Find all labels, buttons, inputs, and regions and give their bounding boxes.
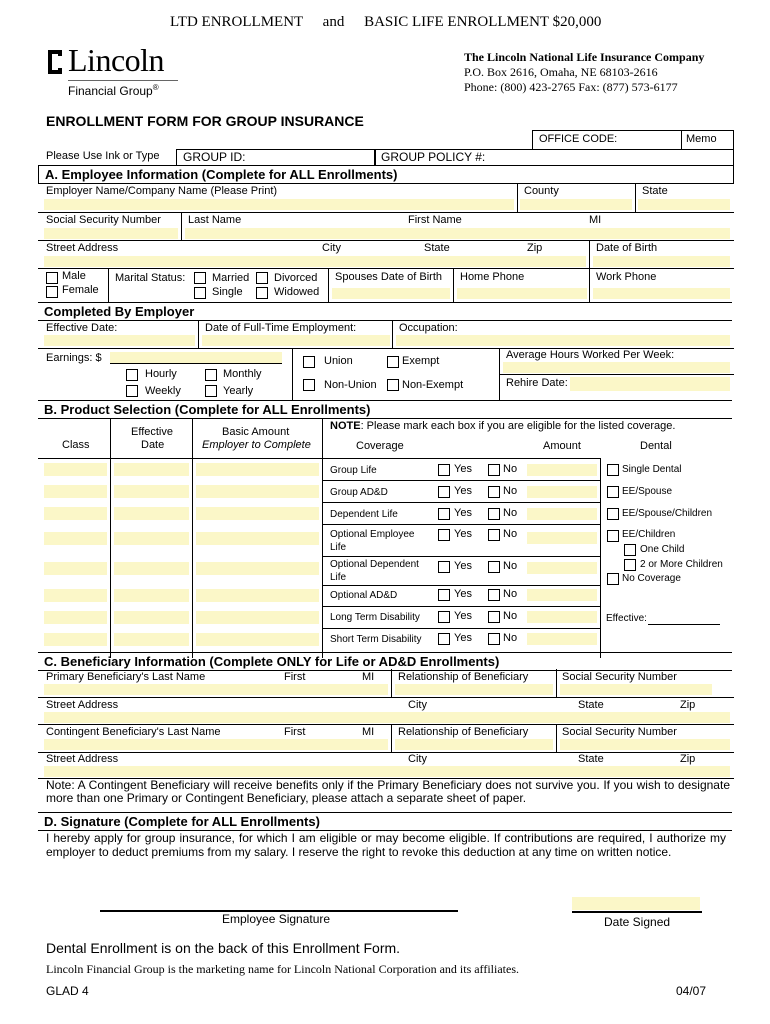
amount-input-1[interactable]: [196, 463, 319, 476]
primary-first-label: First: [284, 671, 306, 683]
group-life-no-label: No: [503, 463, 518, 475]
amount-input-6[interactable]: [196, 589, 319, 602]
contingent-street-label: Street Address: [46, 753, 119, 765]
employer-section-title: Completed By Employer: [44, 304, 195, 319]
amount-input-4[interactable]: [196, 532, 319, 545]
std-amount-input[interactable]: [527, 633, 597, 645]
company-name: The Lincoln National Life Insurance Company: [464, 50, 705, 64]
note-text: [330, 420, 675, 432]
ltd-yes-checkbox[interactable]: [438, 611, 450, 623]
section-b-header: [38, 400, 732, 419]
dependent-life-no-label: No: [503, 507, 518, 519]
divorced-checkbox[interactable]: [256, 272, 268, 284]
marketing-note: Lincoln Financial Group is the marketing name for Lincoln National Corporation and its affiliates.: [46, 962, 519, 976]
coverage-optional-employee-life: Optional Employee Life: [330, 529, 415, 553]
female-checkbox[interactable]: [46, 286, 58, 298]
company-address-block: [464, 50, 704, 95]
authorization-text: I hereby apply for group insurance, for which I am eligible or may become eligible. If contributions are required, I authorize my employer to deduct premiums from my salary. I reserve the right to revoke this deduction at any time on written notice.: [46, 831, 726, 859]
primary-zip-label: Zip: [680, 699, 696, 711]
form-code: GLAD 4: [46, 984, 89, 998]
dob-input[interactable]: [593, 256, 730, 267]
lincoln-portrait-icon: [44, 48, 66, 76]
married-checkbox[interactable]: [194, 272, 206, 284]
monthly-label: Monthly: [223, 368, 262, 380]
employer-name-input[interactable]: [44, 199, 514, 210]
hourly-checkbox[interactable]: [126, 369, 138, 381]
title-ltd: LTD ENROLLMENT: [170, 14, 303, 30]
optional-employee-life-no-checkbox[interactable]: [488, 529, 500, 541]
section-c-title: C. Beneficiary Information (Complete ONLY for Life or AD&D Enrollments): [44, 654, 500, 669]
ssn-label: Social Security Number: [46, 214, 161, 226]
employer-section-header: [38, 302, 732, 321]
contingent-state-label: State: [578, 753, 604, 765]
dependent-life-yes-checkbox[interactable]: [438, 508, 450, 520]
primary-street-label: Street Address: [46, 699, 119, 711]
contingent-address-input[interactable]: [44, 766, 730, 777]
section-a-header: [38, 165, 734, 184]
group-add-no-label: No: [503, 485, 518, 497]
class-input-3[interactable]: [44, 507, 107, 520]
ltd-yes-label: Yes: [454, 610, 472, 622]
yearly-label: Yearly: [223, 385, 254, 397]
occupation-label: Occupation:: [399, 322, 458, 334]
class-input-2[interactable]: [44, 485, 107, 498]
group-life-yes-label: Yes: [454, 463, 472, 475]
group-add-no-checkbox[interactable]: [488, 486, 500, 498]
dental-one-child-checkbox[interactable]: [624, 544, 636, 556]
optional-dependent-life-yes-label: Yes: [454, 560, 472, 572]
optional-dependent-life-no-checkbox[interactable]: [488, 561, 500, 573]
company-address: P.O. Box 2616, Omaha, NE 68103-2616: [464, 65, 658, 79]
form-title: ENROLLMENT FORM FOR GROUP INSURANCE: [46, 113, 364, 129]
optional-employee-life-amount-input[interactable]: [527, 532, 597, 544]
dental-no-coverage-label: No Coverage: [622, 573, 681, 584]
optional-dependent-life-no-label: No: [503, 560, 518, 572]
dental-effective-label: Effective:: [606, 613, 647, 624]
state-input[interactable]: [638, 199, 730, 210]
contingent-mi-label: MI: [362, 726, 375, 738]
coverage-group-life: Group Life: [330, 465, 377, 476]
primary-address-input[interactable]: [44, 712, 730, 723]
primary-ssn-input[interactable]: [560, 684, 712, 695]
home-phone-label: Home Phone: [460, 271, 525, 283]
amount-input-7[interactable]: [196, 611, 319, 624]
coverage-dependent-life: Dependent Life: [330, 509, 398, 520]
ltd-no-label: No: [503, 610, 518, 622]
dob-label: Date of Birth: [596, 242, 658, 254]
class-header: Class: [62, 439, 90, 451]
nonexempt-checkbox[interactable]: [387, 379, 399, 391]
company-phone: Phone: (800) 423-2765 Fax: (877) 573-6177: [464, 80, 678, 94]
group-add-yes-checkbox[interactable]: [438, 486, 450, 498]
dental-ee-children-label: EE/Children: [622, 529, 676, 540]
section-a-title: A. Employee Information (Complete for ALL Enrollments): [45, 167, 398, 182]
contingent-last-label: Contingent Beneficiary's Last Name: [46, 726, 221, 738]
dental-one-child-label: One Child: [640, 544, 685, 555]
ltd-amount-input[interactable]: [527, 611, 597, 623]
beneficiary-note: Note: A Contingent Beneficiary will receive benefits only if the Primary Beneficiary does not survive you. If you wish to designate more than one Primary or Contingent Beneficiary, please attach a separate sheet of paper.: [46, 778, 730, 805]
spouse-dob-label: Spouses Date of Birth: [335, 271, 443, 283]
class-input-1[interactable]: [44, 463, 107, 476]
amount-input-2[interactable]: [196, 485, 319, 498]
dental-ee-spouse-children-label: EE/Spouse/Children: [622, 508, 713, 519]
primary-mi-label: MI: [362, 671, 375, 683]
dependent-life-no-checkbox[interactable]: [488, 508, 500, 520]
optional-add-yes-checkbox[interactable]: [438, 589, 450, 601]
std-no-label: No: [503, 632, 518, 644]
effective-input-5[interactable]: [114, 562, 189, 575]
optional-add-no-label: No: [503, 588, 518, 600]
amount-input-3[interactable]: [196, 507, 319, 520]
county-label: County: [524, 185, 559, 197]
dental-single-label: Single Dental: [622, 464, 682, 475]
earnings-input[interactable]: [110, 352, 282, 364]
primary-city-label: City: [408, 699, 427, 711]
weekly-label: Weekly: [145, 385, 181, 397]
contingent-relationship-label: Relationship of Beneficiary: [398, 726, 529, 738]
fulltime-date-input[interactable]: [202, 335, 390, 346]
class-input-4[interactable]: [44, 532, 107, 545]
coverage-group-add: Group AD&D: [330, 487, 388, 498]
date-signed-label: Date Signed: [604, 915, 671, 929]
fulltime-date-label: Date of Full-Time Employment:: [205, 322, 357, 334]
address-input[interactable]: [44, 256, 586, 267]
first-name-label: First Name: [408, 214, 462, 226]
basic-amount-header: Basic Amount: [222, 426, 290, 438]
group-add-yes-label: Yes: [454, 485, 472, 497]
section-c-header: [38, 652, 732, 671]
optional-dependent-life-yes-checkbox[interactable]: [438, 561, 450, 573]
class-input-8[interactable]: [44, 633, 107, 646]
zip-label: Zip: [527, 242, 543, 254]
monthly-checkbox[interactable]: [205, 369, 217, 381]
office-code-label: OFFICE CODE:: [539, 133, 618, 145]
note-label: NOTE: [330, 420, 361, 432]
dental-ee-spouse-children-checkbox[interactable]: [607, 508, 619, 520]
dental-ee-spouse-checkbox[interactable]: [607, 486, 619, 498]
employer-complete-header: Employer to Complete: [202, 439, 311, 451]
title-basic-life: BASIC LIFE ENROLLMENT $20,000: [364, 14, 602, 30]
class-input-6[interactable]: [44, 589, 107, 602]
yearly-checkbox[interactable]: [205, 385, 217, 397]
std-yes-checkbox[interactable]: [438, 633, 450, 645]
earnings-label: Earnings: $: [46, 352, 102, 364]
employer-name-label: Employer Name/Company Name (Please Print): [46, 185, 278, 197]
optional-dependent-life-amount-input[interactable]: [527, 562, 597, 574]
contingent-first-label: First: [284, 726, 306, 738]
coverage-optional-dependent-life: Optional Dependent Life: [330, 559, 419, 583]
street-label: Street Address: [46, 242, 119, 254]
dependent-life-yes-label: Yes: [454, 507, 472, 519]
married-label: Married: [212, 272, 250, 284]
effective-input-1[interactable]: [114, 463, 189, 476]
group-add-amount-input[interactable]: [527, 486, 597, 498]
logo-main-text: Lincoln: [68, 42, 165, 78]
dental-ee-spouse-label: EE/Spouse: [622, 486, 673, 497]
state2-label: State: [424, 242, 450, 254]
union-checkbox[interactable]: [303, 356, 315, 368]
effective-input-6[interactable]: [114, 589, 189, 602]
contingent-ssn-input[interactable]: [560, 739, 730, 750]
coverage-long-term-disability: Long Term Disability: [330, 612, 420, 623]
effective-date-label: Effective Date:: [46, 322, 118, 334]
single-label: Single: [212, 286, 243, 298]
note-body: : Please mark each box if you are eligible for the listed coverage.: [360, 420, 676, 432]
effective-input-3[interactable]: [114, 507, 189, 520]
widowed-checkbox[interactable]: [256, 287, 268, 299]
dental-ee-children-checkbox[interactable]: [607, 530, 619, 542]
class-input-5[interactable]: [44, 562, 107, 575]
section-d-title: D. Signature (Complete for ALL Enrollments): [44, 814, 320, 829]
contingent-name-input[interactable]: [44, 739, 388, 750]
contingent-zip-label: Zip: [680, 753, 696, 765]
nonunion-label: Non-Union: [324, 379, 377, 391]
amount-header: Amount: [543, 440, 581, 452]
logo-sub-text: Financial Group®: [68, 83, 159, 98]
avg-hours-label: Average Hours Worked Per Week:: [506, 349, 675, 361]
primary-relationship-label: Relationship of Beneficiary: [398, 671, 529, 683]
dental-two-more-checkbox[interactable]: [624, 559, 636, 571]
divorced-label: Divorced: [274, 272, 318, 284]
rehire-label: Rehire Date:: [506, 377, 568, 389]
lincoln-logo: [44, 44, 194, 100]
std-no-checkbox[interactable]: [488, 633, 500, 645]
coverage-optional-add: Optional AD&D: [330, 590, 398, 601]
form-date: 04/07: [676, 984, 707, 998]
exempt-checkbox[interactable]: [387, 356, 399, 368]
effective-input-4[interactable]: [114, 532, 189, 545]
dental-single-checkbox[interactable]: [607, 464, 619, 476]
primary-name-input[interactable]: [44, 684, 388, 695]
optional-employee-life-yes-checkbox[interactable]: [438, 529, 450, 541]
ink-note: Please Use Ink or Type: [46, 150, 160, 162]
std-yes-label: Yes: [454, 632, 472, 644]
memo-label: Memo: [686, 133, 717, 145]
contingent-relationship-input[interactable]: [395, 739, 553, 750]
coverage-short-term-disability: Short Term Disability: [330, 634, 422, 645]
dental-header: Dental: [640, 440, 672, 452]
rehire-input[interactable]: [570, 377, 730, 391]
occupation-input[interactable]: [396, 335, 730, 346]
work-phone-input[interactable]: [593, 288, 730, 299]
dental-two-more-label: 2 or More Children: [640, 559, 723, 570]
avg-hours-input[interactable]: [503, 362, 730, 373]
nonexempt-label: Non-Exempt: [402, 379, 464, 391]
ssn-input[interactable]: [44, 228, 178, 239]
dental-no-coverage-checkbox[interactable]: [607, 573, 619, 585]
optional-add-yes-label: Yes: [454, 588, 472, 600]
amount-input-5[interactable]: [196, 562, 319, 575]
spouse-dob-input[interactable]: [332, 288, 450, 299]
date-header: Date: [141, 439, 165, 451]
group-life-yes-checkbox[interactable]: [438, 464, 450, 476]
dental-enrollment-note: Dental Enrollment is on the back of this Enrollment Form.: [46, 940, 401, 956]
union-label: Union: [324, 355, 353, 367]
form-header-title: [170, 14, 601, 31]
male-label: Male: [62, 270, 86, 282]
single-checkbox[interactable]: [194, 287, 206, 299]
female-label: Female: [62, 284, 99, 296]
county-input[interactable]: [520, 199, 632, 210]
marital-label: Marital Status:: [115, 272, 186, 284]
home-phone-input[interactable]: [457, 288, 587, 299]
contingent-city-label: City: [408, 753, 427, 765]
section-d-header: [38, 812, 732, 831]
widowed-label: Widowed: [274, 286, 320, 298]
optional-add-amount-input[interactable]: [527, 589, 597, 601]
effective-input-8[interactable]: [114, 633, 189, 646]
title-and: and: [322, 14, 345, 30]
weekly-checkbox[interactable]: [126, 385, 138, 397]
group-policy-label: GROUP POLICY #:: [381, 150, 486, 164]
work-phone-label: Work Phone: [596, 271, 657, 283]
exempt-label: Exempt: [402, 355, 440, 367]
effective-date-input[interactable]: [44, 335, 195, 346]
city-label: City: [322, 242, 341, 254]
group-id-label: GROUP ID:: [183, 150, 246, 164]
name-input[interactable]: [185, 228, 730, 239]
primary-ssn-label: Social Security Number: [562, 671, 677, 683]
effective-input-2[interactable]: [114, 485, 189, 498]
amount-input-8[interactable]: [196, 633, 319, 646]
optional-employee-life-yes-label: Yes: [454, 528, 472, 540]
dependent-life-amount-input[interactable]: [527, 508, 597, 520]
male-checkbox[interactable]: [46, 272, 58, 284]
effective-input-7[interactable]: [114, 611, 189, 624]
effective-header: Effective: [131, 426, 173, 438]
section-b-title: B. Product Selection (Complete for ALL Enrollments): [44, 402, 371, 417]
nonunion-checkbox[interactable]: [303, 379, 315, 391]
contingent-ssn-label: Social Security Number: [562, 726, 677, 738]
group-id-field[interactable]: [176, 149, 376, 165]
employee-signature-label: Employee Signature: [222, 912, 331, 926]
optional-employee-life-no-label: No: [503, 528, 518, 540]
group-life-no-checkbox[interactable]: [488, 464, 500, 476]
primary-state-label: State: [578, 699, 604, 711]
coverage-header: Coverage: [356, 440, 404, 452]
primary-last-label: Primary Beneficiary's Last Name: [46, 671, 206, 683]
state-label: State: [642, 185, 668, 197]
class-input-7[interactable]: [44, 611, 107, 624]
hourly-label: Hourly: [145, 368, 177, 380]
date-signed-input[interactable]: [572, 897, 700, 910]
mi-label: MI: [589, 214, 602, 226]
optional-add-no-checkbox[interactable]: [488, 589, 500, 601]
primary-relationship-input[interactable]: [395, 684, 553, 695]
group-policy-field[interactable]: [374, 149, 734, 165]
group-life-amount-input[interactable]: [527, 464, 597, 476]
ltd-no-checkbox[interactable]: [488, 611, 500, 623]
last-name-label: Last Name: [188, 214, 242, 226]
